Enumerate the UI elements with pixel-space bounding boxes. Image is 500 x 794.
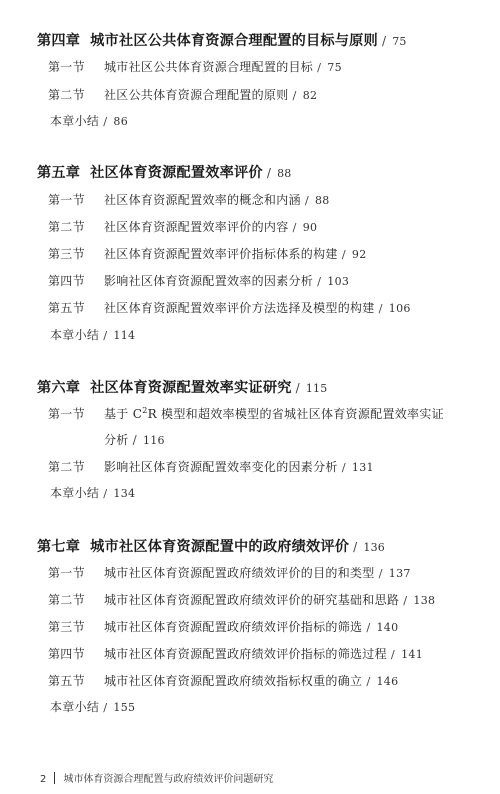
section-entry[interactable]: [48, 299, 411, 316]
section-entry[interactable]: [48, 405, 444, 422]
section-entry-continuation[interactable]: [104, 431, 165, 448]
section-entry[interactable]: [48, 218, 317, 235]
page-number: 90: [302, 221, 318, 234]
section-entry[interactable]: [48, 191, 330, 208]
section-title: 城市社区体育资源配置政府绩效评价指标的筛选: [104, 620, 363, 634]
section-label: 第二节: [48, 88, 85, 102]
section-entry[interactable]: [48, 245, 367, 262]
page-number: 136: [363, 541, 386, 554]
chapter-summary-entry[interactable]: [50, 698, 135, 715]
section-title-cont: 分析: [104, 433, 129, 447]
section-entry[interactable]: [48, 672, 398, 689]
separator: /: [103, 700, 108, 714]
page-number: 92: [351, 248, 367, 261]
page-number: 134: [113, 487, 136, 500]
section-label: 第二节: [48, 220, 85, 234]
section-title: 社区体育资源配置效率评价方法选择及模型的构建: [104, 301, 375, 315]
section-label: 第一节: [48, 566, 85, 580]
separator: /: [292, 88, 297, 102]
summary-label: 本章小结: [50, 486, 100, 500]
section-label: 第四节: [48, 647, 85, 661]
section-label: 第四节: [48, 274, 85, 288]
section-label: 第一节: [48, 407, 85, 421]
section-title: 城市社区体育资源配置政府绩效评价的目的和类型: [104, 566, 375, 580]
footer-divider: [54, 772, 55, 784]
separator: /: [103, 114, 108, 128]
section-entry[interactable]: [48, 458, 374, 475]
separator: /: [317, 60, 322, 74]
chapter-summary-entry[interactable]: [50, 484, 135, 501]
section-title: 城市社区体育资源配置政府绩效评价的研究基础和思路: [104, 593, 400, 607]
section-title: 城市社区公共体育资源合理配置的目标: [104, 60, 314, 74]
separator: /: [103, 486, 108, 500]
section-entry[interactable]: [48, 58, 342, 75]
section-entry[interactable]: [48, 591, 435, 608]
separator: /: [341, 247, 346, 261]
section-title: 社区公共体育资源合理配置的原则: [104, 88, 289, 102]
section-entry[interactable]: [48, 564, 411, 581]
page-number: 82: [302, 89, 318, 102]
summary-label: 本章小结: [50, 700, 100, 714]
chapter-number: 第七章: [37, 539, 81, 555]
page-number: 75: [392, 35, 407, 48]
separator: /: [292, 220, 297, 234]
section-title: 城市社区体育资源配置政府绩效指标权重的确立: [104, 674, 363, 688]
separator: /: [378, 301, 383, 315]
section-title: 城市社区体育资源配置政府绩效评价指标的筛选过程: [104, 647, 387, 661]
page-number: 155: [113, 701, 136, 714]
page-number: 106: [388, 302, 411, 315]
section-entry[interactable]: [48, 86, 317, 103]
page-number: 115: [305, 382, 328, 395]
chapter-heading[interactable]: [37, 30, 407, 50]
chapter-summary-entry[interactable]: [50, 326, 135, 343]
page-number: 88: [277, 167, 292, 180]
separator: /: [132, 433, 137, 447]
chapter-title: 城市社区体育资源配置中的政府绩效评价: [90, 539, 350, 555]
summary-label: 本章小结: [50, 114, 100, 128]
chapter-heading[interactable]: [37, 536, 385, 556]
separator: /: [304, 193, 309, 207]
section-title: 影响社区体育资源配置效率变化的因素分析: [104, 460, 338, 474]
chapter-title: 城市社区公共体育资源合理配置的目标与原则: [90, 33, 378, 49]
summary-label: 本章小结: [50, 328, 100, 342]
chapter-title: 社区体育资源配置效率实证研究: [90, 380, 292, 396]
separator: /: [366, 674, 371, 688]
section-label: 第二节: [48, 593, 85, 607]
page-number: 88: [315, 194, 330, 207]
separator: /: [103, 328, 108, 342]
chapter-heading[interactable]: [37, 377, 327, 397]
chapter-number: 第六章: [37, 380, 81, 396]
section-label: 第一节: [48, 60, 85, 74]
separator: /: [378, 566, 383, 580]
separator: /: [341, 460, 346, 474]
section-entry[interactable]: [48, 272, 349, 289]
section-label: 第三节: [48, 247, 85, 261]
page-footer: [40, 770, 273, 785]
chapter-title: 社区体育资源配置效率评价: [90, 165, 263, 181]
section-title-part: 基于 C: [104, 407, 143, 421]
section-title: 社区体育资源配置效率的概念和内涵: [104, 193, 301, 207]
section-entry[interactable]: [48, 618, 398, 635]
page-number: 141: [401, 648, 423, 661]
separator: /: [390, 647, 396, 661]
page-number: 138: [413, 594, 436, 607]
page-number: 114: [113, 329, 136, 342]
section-title-part: R 模型和超效率模型的省城社区体育资源配置效率实证: [147, 407, 444, 421]
section-entry[interactable]: [48, 645, 423, 662]
superscript: 2: [142, 406, 148, 415]
page-number: 140: [376, 621, 399, 634]
section-label: 第三节: [48, 620, 85, 634]
separator: /: [317, 274, 322, 288]
section-label: 第五节: [48, 674, 85, 688]
page-number: 75: [327, 61, 342, 74]
section-label: 第一节: [48, 193, 85, 207]
page-number: 103: [327, 275, 350, 288]
separator: /: [381, 34, 387, 48]
page-number: 116: [142, 434, 165, 447]
separator: /: [266, 166, 272, 180]
chapter-heading[interactable]: [37, 162, 291, 182]
footer-book-title: 城市体育资源合理配置与政府绩效评价问题研究: [63, 774, 274, 785]
footer-page-number: 2: [40, 774, 47, 785]
section-title: [104, 407, 444, 421]
page-number: 137: [388, 567, 411, 580]
section-label: 第五节: [48, 301, 85, 315]
separator: /: [403, 593, 408, 607]
section-title: 社区体育资源配置效率评价的内容: [104, 220, 289, 234]
separator: /: [366, 620, 371, 634]
page-number: 86: [113, 115, 128, 128]
page-number: 146: [376, 675, 399, 688]
section-label: 第二节: [48, 460, 85, 474]
chapter-number: 第五章: [37, 165, 81, 181]
chapter-summary-entry[interactable]: [50, 112, 128, 129]
separator: /: [295, 381, 300, 395]
chapter-number: 第四章: [37, 33, 81, 49]
page-number: 131: [351, 461, 374, 474]
section-title: 社区体育资源配置效率评价指标体系的构建: [104, 247, 338, 261]
section-title: 影响社区体育资源配置效率的因素分析: [104, 274, 314, 288]
separator: /: [353, 540, 358, 554]
